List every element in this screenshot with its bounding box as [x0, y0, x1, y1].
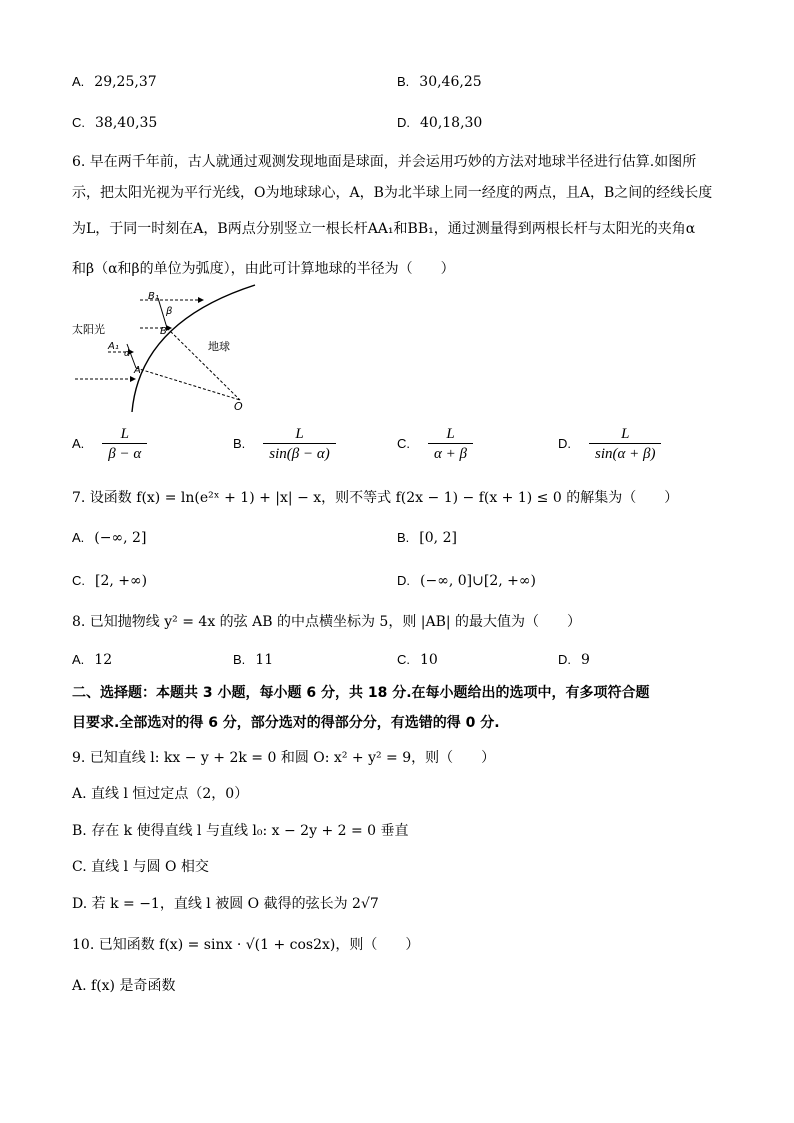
option-label: D.	[558, 436, 571, 451]
option-text: 12	[94, 652, 113, 668]
section-2-heading-line-1: 二、选择题：本题共 3 小题，每小题 6 分，共 18 分.在每小题给出的选项中，有多项符合题	[72, 685, 650, 701]
label-a: A	[134, 365, 141, 376]
option-label: A.	[72, 530, 85, 545]
label-alpha: α	[124, 349, 130, 359]
q9-option-c: C. 直线 l 与圆 O 相交	[72, 859, 209, 875]
denominator: sin(β − α)	[263, 443, 335, 463]
q5-option-d	[397, 113, 482, 133]
option-text: 40,18,30	[420, 115, 483, 131]
option-label: D.	[397, 115, 410, 130]
q8-option-d	[558, 650, 590, 670]
option-label: A.	[72, 436, 85, 451]
q6-stem-line-3: 为L，于同一时刻在A，B两点分别竖立一根长杆AA₁和BB₁，通过测量得到两根长杆与太阳光的夹角α	[72, 221, 696, 237]
label-b1: B₁	[148, 291, 159, 302]
numerator: L	[621, 426, 630, 442]
q6-option-b	[233, 425, 336, 463]
option-label: B.	[397, 74, 410, 89]
q6-option-d	[558, 425, 661, 463]
q9-option-a: A. 直线 l 恒过定点（2，0）	[72, 786, 249, 802]
label-a1: A₁	[108, 341, 119, 352]
fraction	[589, 425, 661, 463]
arrow-head	[198, 297, 204, 303]
q8-option-c	[397, 650, 438, 670]
q10-option-a: A. f(x) 是奇函数	[72, 978, 176, 994]
option-label: D.	[558, 652, 571, 667]
q9-option-b: B. 存在 k 使得直线 l 与直线 l₀: x − 2y + 2 = 0 垂直	[72, 823, 409, 839]
option-label: C.	[397, 436, 410, 451]
label-sunlight: 太阳光	[72, 323, 105, 336]
option-label: B.	[397, 530, 410, 545]
option-text: (−∞, 0]∪[2, +∞)	[420, 573, 536, 589]
option-label: C.	[72, 573, 85, 588]
q6-stem-line-1: 6. 早在两千年前，古人就通过观测发现地面是球面，并会运用巧妙的方法对地球半径进行估算.如图所	[72, 154, 697, 170]
option-text: [2, +∞)	[95, 573, 148, 589]
option-text: 10	[420, 652, 438, 668]
option-text: (−∞, 2]	[94, 530, 147, 546]
option-label: B.	[233, 652, 246, 667]
q6-stem-line-4: 和β（α和β的单位为弧度），由此可计算地球的半径为（ ）	[72, 261, 455, 277]
option-label: B.	[233, 436, 246, 451]
option-text: 11	[255, 652, 274, 668]
q8-stem: 8. 已知抛物线 y² = 4x 的弦 AB 的中点横坐标为 5，则 |AB| 的最大值为（ ）	[72, 614, 582, 630]
q6-option-a	[72, 425, 147, 463]
q6-stem-line-2: 示，把太阳光视为平行光线，O为地球球心，A，B为北半球上同一经度的两点，且A，B之间的经线长度	[72, 185, 713, 201]
earth-arc	[132, 285, 255, 412]
q7-stem: 7. 设函数 f(x) = ln(e²ˣ + 1) + |x| − x，则不等式 f(2x − 1) − f(x + 1) ≤ 0 的解集为（ ）	[72, 490, 679, 506]
option-text: 30,46,25	[419, 74, 482, 90]
numerator: L	[295, 426, 304, 442]
option-text: 38,40,35	[95, 115, 158, 131]
q8-option-a	[72, 650, 112, 670]
q6-earth-sunlight-figure	[70, 282, 270, 417]
q7-option-c	[72, 571, 147, 591]
q5-option-c	[72, 113, 157, 133]
numerator: L	[446, 426, 455, 442]
q7-option-b	[397, 528, 457, 548]
arrow-head	[130, 376, 136, 382]
label-o: O	[234, 400, 243, 413]
q9-option-d: D. 若 k = −1，直线 l 被圆 O 截得的弦长为 2√7	[72, 896, 379, 912]
option-text: 9	[581, 652, 590, 668]
q8-option-b	[233, 650, 273, 670]
q5-option-b	[397, 72, 482, 92]
q10-stem: 10. 已知函数 f(x) = sinx · √(1 + cos2x)，则（ ）	[72, 937, 420, 953]
option-label: D.	[397, 573, 410, 588]
denominator: sin(α + β)	[589, 443, 661, 463]
q7-option-d	[397, 571, 536, 591]
denominator: β − α	[102, 443, 147, 463]
denominator: α + β	[428, 443, 473, 463]
option-label: C.	[397, 652, 410, 667]
fraction	[428, 425, 473, 463]
option-label: A.	[72, 74, 85, 89]
label-b: B	[160, 326, 167, 337]
label-earth: 地球	[208, 340, 230, 353]
q5-option-a	[72, 72, 157, 92]
fraction	[263, 425, 335, 463]
numerator: L	[120, 426, 129, 442]
q9-stem: 9. 已知直线 l: kx − y + 2k = 0 和圆 O: x² + y² = 9，则（ ）	[72, 750, 496, 766]
option-label: C.	[72, 115, 85, 130]
option-text: [0, 2]	[419, 530, 457, 546]
q7-option-a	[72, 528, 146, 548]
label-beta: β	[166, 306, 173, 317]
section-2-heading-line-2: 目要求.全部选对的得 6 分，部分选对的得部分分，有选错的得 0 分.	[72, 715, 500, 731]
fraction	[102, 425, 147, 463]
q6-option-c	[397, 425, 473, 463]
option-text: 29,25,37	[94, 74, 157, 90]
option-label: A.	[72, 652, 85, 667]
